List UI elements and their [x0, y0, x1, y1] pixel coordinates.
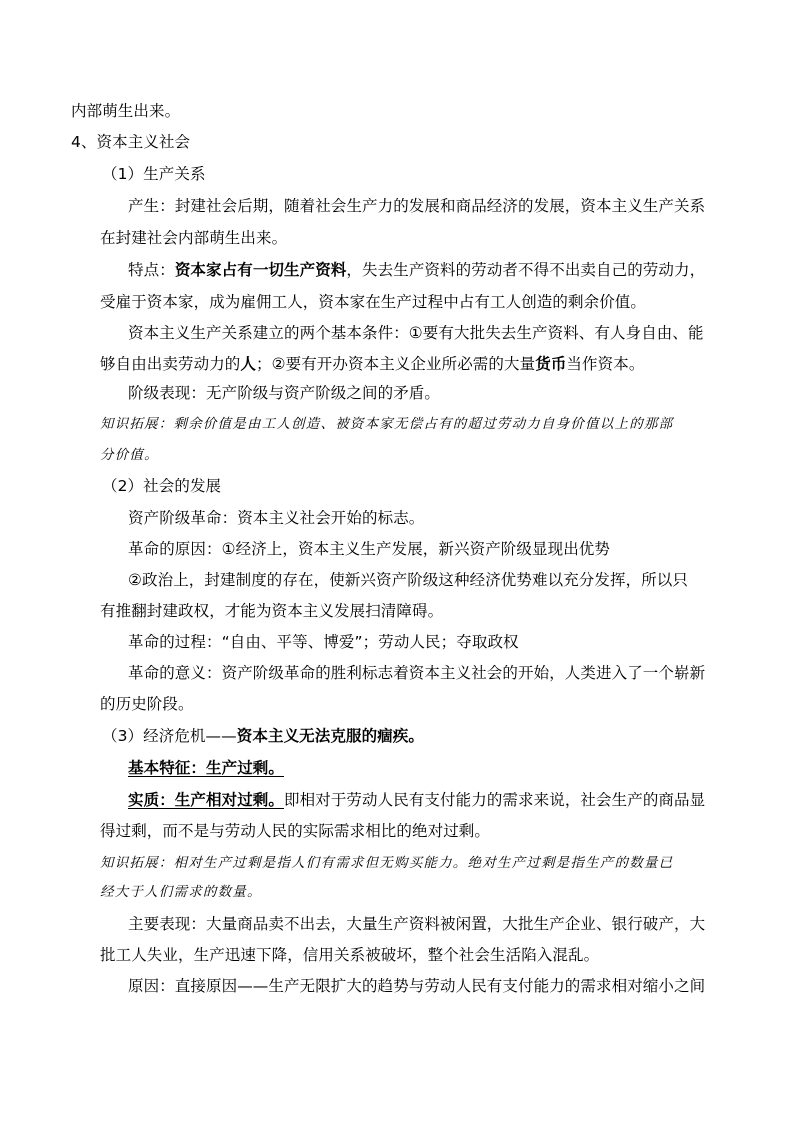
- bold-text: 资本家占有一切生产资料: [174, 261, 347, 279]
- text-run: ，失去生产资料的劳动者不得不出卖自己的劳动力，: [346, 261, 706, 279]
- text-run: ；②要有开办资本主义企业所必需的大量: [256, 355, 536, 373]
- text-line: 得过剩，而不是与劳动人民的实际需求相比的绝对过剩。: [100, 822, 491, 840]
- text-line: 资产阶级革命：资本主义社会开始的标志。: [128, 509, 425, 527]
- text-line: 的历史阶段。: [100, 695, 194, 713]
- text-line: [100, 354, 644, 374]
- knowledge-note: 经大于人们需求的数量。: [100, 884, 262, 900]
- text-line: 批工人失业，生产迅速下降，信用关系被破坏，整个社会生活陷入混乱。: [100, 946, 600, 964]
- text-line: 革命的过程：“自由、平等、博爱”；劳动人民；夺取政权: [128, 633, 519, 651]
- bold-text: 资本主义无法克服的痼疾。: [236, 727, 424, 745]
- bold-underlined-text: 实质：生产相对过剩。: [128, 791, 285, 809]
- text-line: 在封建社会内部萌生出来。: [100, 229, 288, 247]
- knowledge-note: 知识拓展：剩余价值是由工人创造、被资本家无偿占有的超过劳动力自身价值以上的那部: [100, 416, 674, 432]
- text-line: ②政治上，封建制度的存在，使新兴资产阶级这种经济优势难以充分发挥，所以只: [128, 571, 688, 589]
- text-line: 内部萌生出来。: [71, 102, 181, 120]
- bold-text: 货币: [535, 355, 567, 373]
- text-line: 革命的原因：①经济上，资本主义生产发展，新兴资产阶级显现出优势: [128, 540, 610, 558]
- text-line: 阶级表现：无产阶级与资产阶级之间的矛盾。: [128, 384, 441, 402]
- text-line: 受雇于资本家，成为雇佣工人，资本家在生产过程中占有工人创造的剩余价值。: [100, 293, 647, 311]
- subsection-heading: [102, 726, 424, 746]
- section-heading: 4、资本主义社会: [71, 133, 191, 151]
- knowledge-note: 知识拓展：相对生产过剩是指人们有需求但无购买能力。绝对生产过剩是指生产的数量已: [100, 855, 674, 871]
- text-line: [128, 790, 705, 810]
- text-run: 当作资本。: [566, 355, 645, 373]
- text-line: 资本主义生产关系建立的两个基本条件：①要有大批失去生产资料、有人身自由、能: [128, 324, 704, 342]
- subsection-heading: （1）生产关系: [102, 165, 206, 183]
- subsection-heading: （2）社会的发展: [102, 477, 222, 495]
- bold-text: 人: [240, 355, 257, 373]
- text-run: （3）经济危机——: [102, 727, 237, 745]
- text-line: 革命的意义：资产阶级革命的胜利标志着资本主义社会的开始，人类进入了一个崭新: [128, 664, 706, 682]
- text-run: 够自由出卖劳动力的: [100, 355, 241, 373]
- text-line: [128, 260, 705, 280]
- text-line: 原因：直接原因——生产无限扩大的趋势与劳动人民有支付能力的需求相对缩小之间: [128, 977, 706, 995]
- text-run: 即相对于劳动人民有支付能力的需求来说，社会生产的商品显: [284, 791, 706, 809]
- bold-underlined-text: 基本特征：生产过剩。: [128, 759, 285, 777]
- text-run: 特点：: [128, 261, 175, 279]
- text-line: 产生：封建社会后期，随着社会生产力的发展和商品经济的发展，资本主义生产关系: [128, 197, 706, 215]
- knowledge-note: 分价值。: [100, 447, 159, 463]
- text-line: 有推翻封建政权，才能为资本主义发展扫清障碍。: [100, 602, 444, 620]
- text-line: 主要表现：大量商品卖不出去，大量生产资料被闲置，大批生产企业、银行破产，大: [128, 915, 706, 933]
